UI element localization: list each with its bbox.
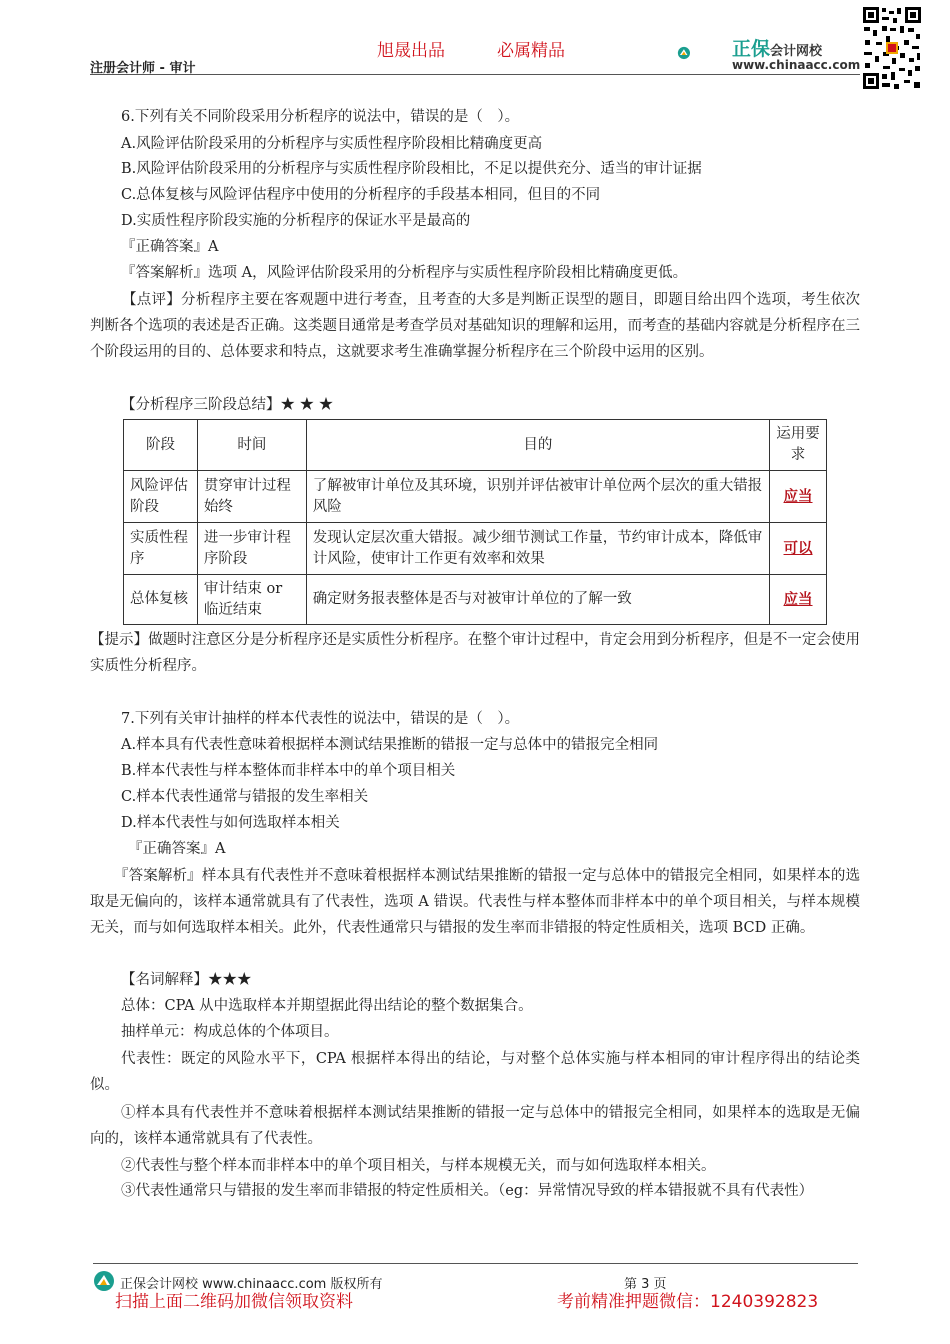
note-2: ②代表性与整个样本而非样本中的单个项目相关，与样本规模无关，而与如何选取样本相关。 xyxy=(121,1158,716,1174)
table-header-row xyxy=(124,420,827,471)
q6-answer: 『正确答案』A xyxy=(121,239,219,255)
q6-option-a: A.风险评估阶段采用的分析程序与实质性程序阶段相比精确度更高 xyxy=(121,136,543,152)
chinaacc-small-logo-icon xyxy=(93,1270,115,1292)
page-number: 第 3 页 xyxy=(624,1277,667,1292)
header-slogan-2: 必属精品 xyxy=(497,41,565,61)
q7-answer: 『正确答案』A xyxy=(128,841,226,857)
terms-title: 【名词解释】★★★ xyxy=(121,972,252,988)
q7-stem: 7.下列有关审计抽样的样本代表性的说法中，错误的是（ ）。 xyxy=(121,711,520,727)
footer-copyright: 正保会计网校 www.chinaacc.com 版权所有 xyxy=(120,1277,383,1292)
doc-subject: 注册会计师 - 审计 xyxy=(90,61,196,76)
q7-option-b: B.样本代表性与样本整体而非样本中的单个项目相关 xyxy=(121,763,456,779)
q6-analysis: 『答案解析』选项 A，风险评估阶段采用的分析程序与实质性程序阶段相比精确度更低。 xyxy=(121,265,688,281)
analysis-procedure-table xyxy=(123,419,827,625)
cell-requirement: 应当 xyxy=(770,471,827,523)
qr-code-icon xyxy=(862,6,922,92)
cell-requirement: 可以 xyxy=(770,523,827,575)
q6-stem: 6.下列有关不同阶段采用分析程序的说法中，错误的是（ ）。 xyxy=(121,109,520,125)
q6-tip: 【提示】做题时注意区分是分析程序还是实质性分析程序。在整个审计过程中，肯定会用到分析程序，但是不一定会使用实质性分析程序。 xyxy=(90,632,860,674)
footer-divider xyxy=(93,1263,858,1264)
q6-option-c: C.总体复核与风险评估程序中使用的分析程序的手段基本相同，但目的不同 xyxy=(121,187,601,203)
logo-brand-suffix: 会计网校 xyxy=(770,44,823,59)
header-slogan-1: 旭晟出品 xyxy=(377,41,445,61)
logo-brand xyxy=(732,34,822,61)
q7-option-a: A.样本具有代表性意味着根据样本测试结果推断的错报一定与总体中的错报完全相同 xyxy=(121,737,659,753)
header-time: 时间 xyxy=(197,420,306,471)
table-row xyxy=(124,523,827,575)
footer-promo-wechat: 考前精准押题微信：1240392823 xyxy=(557,1292,819,1312)
header-requirement: 运用要求 xyxy=(770,420,827,471)
cell-requirement: 应当 xyxy=(770,575,827,625)
note-1: ①样本具有代表性并不意味着根据样本测试结果推断的错报一定与总体中的错报完全相同，如果样本的选取是无偏向的，该样本通常就具有了代表性。 xyxy=(90,1105,860,1147)
cell-stage: 总体复核 xyxy=(124,575,198,625)
footer-promo-scan: 扫描上面二维码加微信领取资料 xyxy=(115,1292,353,1312)
cell-stage: 风险评估阶段 xyxy=(124,471,198,523)
table-title: 【分析程序三阶段总结】★ ★ ★ xyxy=(121,397,334,413)
q6-option-d: D.实质性程序阶段实施的分析程序的保证水平是最高的 xyxy=(121,213,471,229)
chinaacc-logo-icon xyxy=(677,30,729,76)
cell-time: 审计结束 or 临近结束 xyxy=(197,575,306,625)
q6-comment: 【点评】分析程序主要在客观题中进行考查，且考查的大多是判断正误型的题目，即题目给出四个选项，考生依次判断各个选项的表述是否正确。这类题目通常是考查学员对基础知识的理解和运用，而考查的基础内容就是分析程序在三个阶段运用的目的、总体要求和特点，这就要求考生准确掌握分析程序在三个阶段中运用的区别。 xyxy=(90,292,860,360)
cell-time: 贯穿审计过程始终 xyxy=(197,471,306,523)
cell-stage: 实质性程序 xyxy=(124,523,198,575)
note-3: ③代表性通常只与错报的发生率而非错报的特定性质相关。（eg：异常情况导致的样本错报就不具有代表性） xyxy=(121,1183,814,1199)
q7-option-c: C.样本代表性通常与错报的发生率相关 xyxy=(121,789,369,805)
cell-purpose: 了解被审计单位及其环境，识别并评估被审计单位两个层次的重大错报风险 xyxy=(306,471,769,523)
q6-option-b: B.风险评估阶段采用的分析程序与实质性程序阶段相比，不足以提供充分、适当的审计证据 xyxy=(121,161,702,177)
header-stage: 阶段 xyxy=(124,420,198,471)
cell-purpose: 确定财务报表整体是否与对被审计单位的了解一致 xyxy=(306,575,769,625)
logo-brand-name: 正保 xyxy=(732,38,771,60)
q7-analysis: 『答案解析』样本具有代表性并不意味着根据样本测试结果推断的错报一定与总体中的错报完全相同，如果样本的选取是无偏向的，该样本通常就具有了代表性，选项 A 错误。代表性与样本整体而非样本中的单个项目相关，与样本规模无关，而与如何选取样本相关。此外，代表性通常只与错报的发生率而非错报的特定性质相关，选项 BCD 正确。 xyxy=(90,868,860,936)
term-sampling-unit: 抽样单元：构成总体的个体项目。 xyxy=(121,1024,339,1040)
cell-time: 进一步审计程序阶段 xyxy=(197,523,306,575)
term-population: 总体：CPA 从中选取样本并期望据此得出结论的整个数据集合。 xyxy=(121,998,533,1014)
q7-option-d: D.样本代表性与如何选取样本相关 xyxy=(121,815,340,831)
cell-purpose: 发现认定层次重大错报。减少细节测试工作量，节约审计成本，降低审计风险，使审计工作更有效率和效果 xyxy=(306,523,769,575)
header-purpose: 目的 xyxy=(306,420,769,471)
table-row xyxy=(124,575,827,625)
logo-url: www.chinaacc.com xyxy=(732,58,861,72)
table-row xyxy=(124,471,827,523)
header-divider xyxy=(90,74,860,75)
term-representativeness: 代表性：既定的风险水平下，CPA 根据样本得出的结论，与对整个总体实施与样本相同的审计程序得出的结论类似。 xyxy=(90,1051,860,1093)
